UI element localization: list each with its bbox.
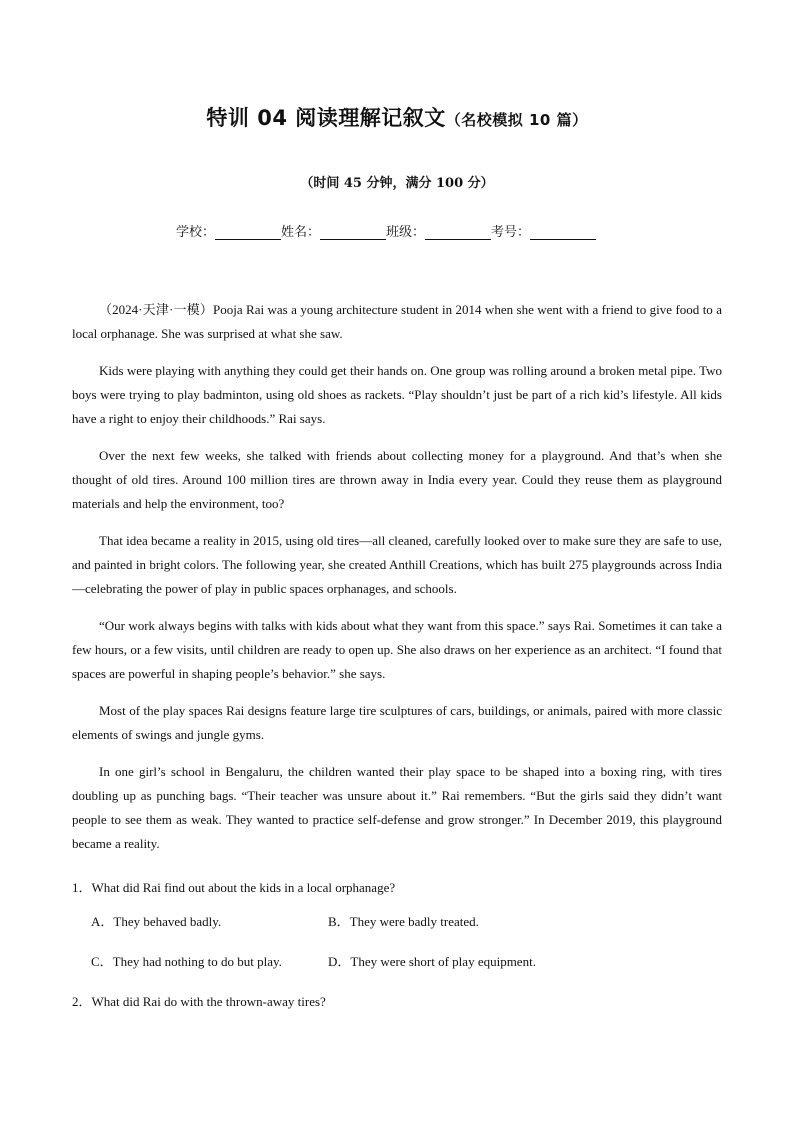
name-label: 姓名：	[281, 225, 321, 240]
question-list	[72, 876, 722, 1014]
passage-paragraph: In one girl’s school in Bengaluru, the children wanted their play space to be shaped into a boxing ring, with tires doubling up as punching bags. “Their teacher was unsure about it.” Rai remembers. “But the girls said they didn’t want people to see them as weak. They wanted to practice self-defense and grow stronger.” In December 2019, this playground became a reality.	[72, 764, 722, 851]
school-blank[interactable]	[215, 225, 281, 240]
school-label: 学校：	[176, 225, 216, 240]
passage-paragraph: That idea became a reality in 2015, using old tires—all cleaned, carefully looked over to make sure they are safe to use, and painted in bright colors. The following year, she created Anthill Creations, which has built 275 playgrounds across India—celebrating the power of play in public spaces orphanages, and schools.	[72, 533, 722, 596]
passage-paragraph: Kids were playing with anything they could get their hands on. One group was rolling around a broken metal pipe. Two boys were trying to play badminton, using old shoes as rackets. “Play shouldn’t just be part of a rich kid’s lifestyle. All kids have a right to enjoy their childhoods.” Rai says.	[72, 363, 722, 426]
question-1-options	[72, 910, 722, 974]
school-field	[176, 221, 281, 240]
title-main: 特训 04 阅读理解记叙文	[206, 106, 446, 130]
passage-paragraph: Most of the play spaces Rai designs feature large tire sculptures of cars, buildings, or animals, paired with more classic elements of swings and jungle gyms.	[72, 703, 722, 742]
question-1-stem: 1．What did Rai find out about the kids in a local orphanage?	[72, 880, 396, 895]
reading-passage	[72, 298, 722, 869]
page-title	[0, 102, 794, 132]
name-field	[281, 221, 386, 240]
question-2-stem: 2．What did Rai do with the thrown-away tires?	[72, 994, 326, 1009]
passage-paragraph: （2024·天津·一模）Pooja Rai was a young architecture student in 2014 when she went with a friend to give food to a local orphanage. She was surprised at what she saw.	[72, 302, 722, 341]
exam-number-label: 考号：	[491, 225, 531, 240]
exam-number-field	[491, 221, 596, 240]
option-row	[72, 910, 722, 934]
student-info-line	[176, 221, 636, 240]
passage-paragraph: “Our work always begins with talks with kids about what they want from this space.” says Rai. Sometimes it can take a few hours, or a few visits, until children are ready to open up. She also draws on her experience as an architect. “I found that spaces are powerful in shaping people’s behavior.” she says.	[72, 618, 722, 681]
option-row	[72, 950, 722, 974]
option-c[interactable]: C．They had nothing to do but play.	[91, 954, 282, 969]
class-field	[386, 221, 491, 240]
exam-number-blank[interactable]	[530, 225, 596, 240]
name-blank[interactable]	[320, 225, 386, 240]
time-score-note: （时间 45 分钟，满分 100 分）	[300, 176, 494, 191]
title-subtitle: （名校模拟 10 篇）	[445, 111, 588, 129]
option-a[interactable]: A．They behaved badly.	[91, 914, 222, 929]
option-d[interactable]: D．They were short of play equipment.	[328, 954, 536, 969]
option-b[interactable]: B．They were badly treated.	[328, 914, 479, 929]
class-blank[interactable]	[425, 225, 491, 240]
passage-paragraph: Over the next few weeks, she talked with friends about collecting money for a playground. And that’s when she thought of old tires. Around 100 million tires are thrown away in India every year. Could they reuse them as playground materials and help the environment, too?	[72, 448, 722, 511]
class-label: 班级：	[386, 225, 426, 240]
